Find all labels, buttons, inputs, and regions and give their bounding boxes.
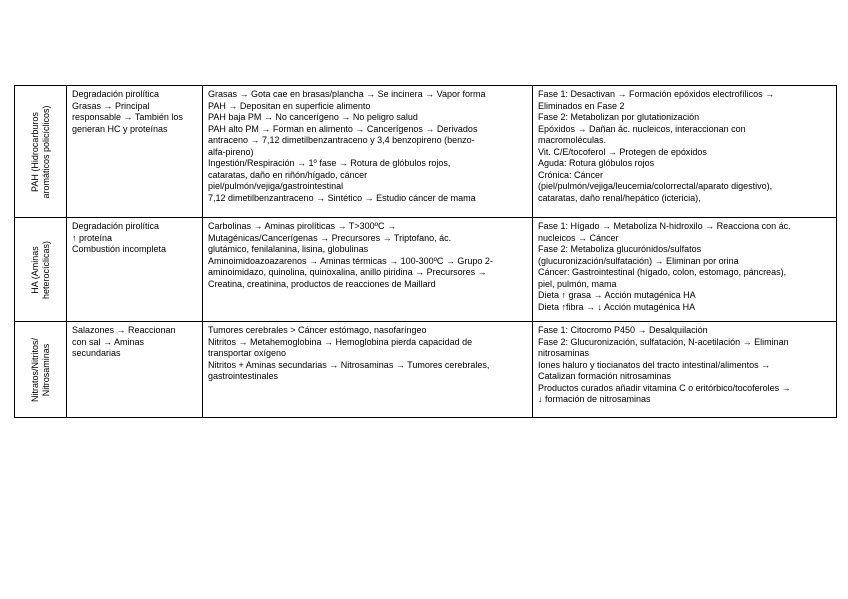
origin-cell: Degradación pirolítica Grasas → Principal responsable → También los generan HC y proteínas [67, 86, 203, 218]
table-row [15, 86, 837, 218]
row-header-pah: PAH (Hidrocarburos aromáticos policíclicos) [29, 104, 51, 199]
metabolism-cell: Fase 1: Desactivan → Formación epóxidos electrofílicos → Eliminados en Fase 2 Fase 2: Metabolizan por glutationización Epóxidos → Dañan ác. nucleicos, interaccionan con macromoléculas. Vit. C/E/tocoferol → Protegen de epóxidos Aguda: Rotura glóbulos rojos Crónica: Cáncer (piel/pulmón/vejiga/leucemia/colorrectal/aparato digestivo), cataratas, daño renal/hepático (ictericia), [533, 86, 837, 218]
origin-cell: Degradación pirolítica ↑ proteína Combustión incompleta [67, 218, 203, 322]
origin-cell: Salazones → Reaccionan con sal → Aminas secundarias [67, 322, 203, 418]
row-header-nitrosaminas: Nitratos/Nitritos/ Nitrosaminas [29, 337, 51, 402]
table-row [15, 322, 837, 418]
toxicants-table [14, 85, 837, 418]
formation-cell: Grasas → Gota cae en brasas/plancha → Se incinera → Vapor forma PAH → Depositan en superficie alimento PAH baja PM → No cancerígeno → No peligro salud PAH alto PM → Forman en alimento → Cancerígenos → Derivados antraceno → 7,12 dimetilbenzantraceno y 3,4 benzopireno (benzo- alfa-pireno) Ingestión/Respiración → 1º fase → Rotura de glóbulos rojos, cataratas, daño en riñón/hígado, cáncer piel/pulmón/vejiga/gastrointestinal 7,12 dimetilbenzantraceno → Sintético → Estudio cáncer de mama [203, 86, 533, 218]
metabolism-cell: Fase 1: Citocromo P450 → Desalquilación Fase 2: Glucuronización, sulfatación, N-acetilación → Eliminan nitrosaminas Iones haluro y tiocianatos del tracto intestinal/alimentos → Catalizan formación nitrosaminas Productos curados añadir vitamina C o eritórbico/tocoferoles → ↓ formación de nitrosaminas [533, 322, 837, 418]
formation-cell: Carbolinas → Aminas pirolíticas → T>300ºC → Mutagénicas/Cancerígenas → Precursores → Triptofano, ác. glutámico, fenilalanina, lisina, globulinas Aminoimidoazoazarenos → Aminas térmicas → 100-300ºC → Grupo 2- aminoimidazo, quinolina, quinoxalina, anillo piridina → Precursores → Creatina, creatinina, productos de reacciones de Maillard [203, 218, 533, 322]
row-header-cell [15, 322, 67, 418]
row-header-cell [15, 86, 67, 218]
formation-cell: Tumores cerebrales > Cáncer estómago, nasofaríngeo Nitritos → Metahemoglobina → Hemoglobina pierda capacidad de transportar oxígeno Nitritos + Aminas secundarias → Nitrosaminas → Tumores cerebrales, gastrointestinales [203, 322, 533, 418]
row-header-ha: HA (Aminas heterocíclicas) [29, 240, 51, 299]
table-row [15, 218, 837, 322]
row-header-cell [15, 218, 67, 322]
metabolism-cell: Fase 1: Hígado → Metaboliza N-hidroxilo → Reacciona con ác. nucleicos → Cáncer Fase 2: Metaboliza glucurónidos/sulfatos (glucuronización/sulfatación) → Eliminan por orina Cáncer: Gastrointestinal (hígado, colon, estomago, páncreas), piel, pulmón, mama Dieta ↑ grasa → Acción mutagénica HA Dieta ↑fibra → ↓ Acción mutagénica HA [533, 218, 837, 322]
